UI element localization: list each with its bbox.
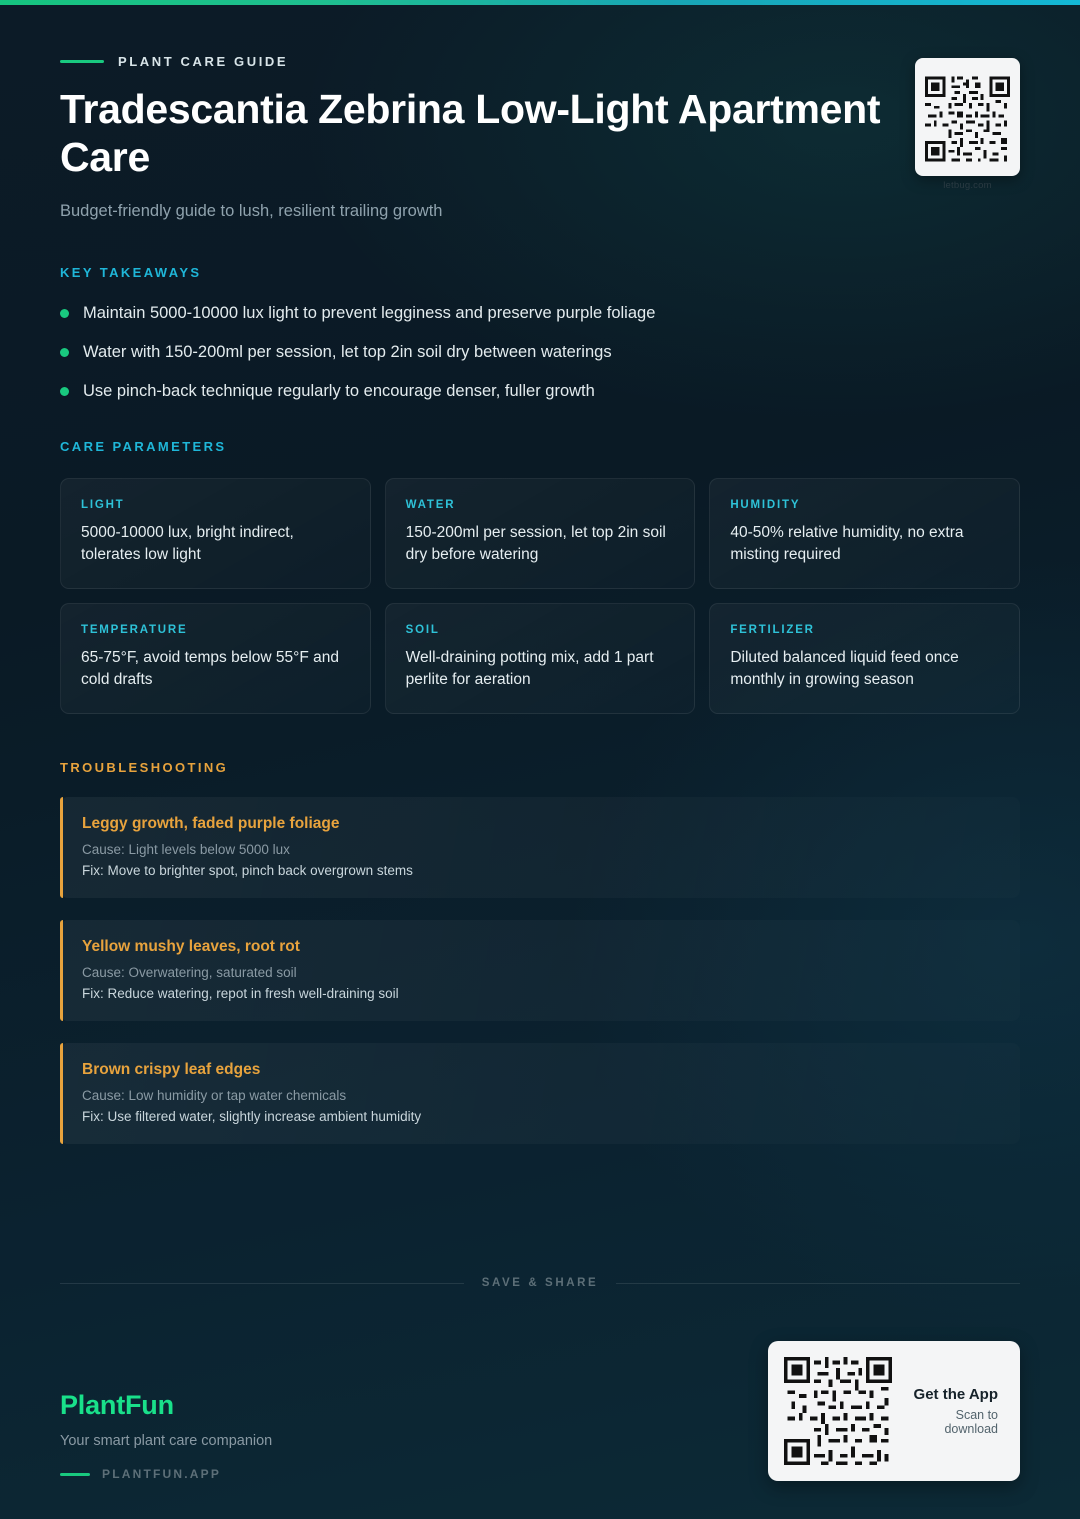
param-label: SOIL <box>405 623 440 636</box>
app-card-subtitle: Scan to download <box>944 1408 998 1436</box>
param-value: Diluted balanced liquid feed once monthly in growing season <box>730 648 959 688</box>
troubleshooting-item <box>60 920 1020 1021</box>
brand-url[interactable]: PLANTFUN.APP <box>102 1467 222 1481</box>
issue-cause: Cause: Light levels below 5000 lux <box>82 841 290 857</box>
troubleshooting-heading: TROUBLESHOOTING <box>60 759 229 775</box>
list-item <box>60 302 1020 324</box>
param-label: HUMIDITY <box>730 498 801 511</box>
issue-title: Leggy growth, faded purple foliage <box>82 814 340 832</box>
header <box>60 54 1020 221</box>
key-takeaways-heading: KEY TAKEAWAYS <box>60 264 202 280</box>
issue-title: Yellow mushy leaves, root rot <box>82 937 300 955</box>
brand-block <box>60 1390 272 1481</box>
list-item <box>60 341 1020 363</box>
issue-cause: Cause: Low humidity or tap water chemicals <box>82 1087 347 1103</box>
care-parameters-section <box>60 439 1020 714</box>
takeaway-text: Water with 150-200ml per session, let top 2in soil dry between waterings <box>83 343 612 362</box>
page-title: Tradescantia Zebrina Low-Light Apartment Care <box>60 86 881 181</box>
param-label: WATER <box>405 498 456 511</box>
footer-main <box>60 1341 1020 1481</box>
issue-fix: Fix: Use filtered water, slightly increase ambient humidity <box>82 1108 422 1124</box>
care-parameters-grid <box>60 478 1020 714</box>
footer <box>60 1277 1020 1481</box>
brand-tagline: Your smart plant care companion <box>60 1433 273 1449</box>
qr-code-icon <box>784 1357 892 1465</box>
param-value: 150-200ml per session, let top 2in soil dry before watering <box>405 523 666 563</box>
key-takeaways-list <box>60 302 1020 403</box>
page-subtitle: Budget-friendly guide to lush, resilient trailing growth <box>60 201 443 220</box>
bullet-dot-icon <box>60 309 69 318</box>
header-qr-card[interactable] <box>915 58 1020 191</box>
list-item <box>60 380 1020 402</box>
brand-url-row <box>60 1467 272 1481</box>
troubleshooting-item <box>60 1043 1020 1144</box>
param-value: 5000-10000 lux, bright indirect, tolerates low light <box>81 523 294 563</box>
param-card-humidity <box>709 478 1020 589</box>
takeaway-text: Use pinch-back technique regularly to encourage denser, fuller growth <box>83 382 595 401</box>
save-share-divider <box>60 1277 1020 1289</box>
troubleshooting-list <box>60 797 1020 1144</box>
app-qr-code[interactable] <box>784 1357 892 1465</box>
app-card-title: Get the App <box>913 1386 998 1403</box>
url-dash-icon <box>60 1473 90 1476</box>
qr-code-icon <box>925 68 1010 170</box>
brand-name: PlantFun <box>60 1390 174 1420</box>
bullet-dot-icon <box>60 387 69 396</box>
divider-line-left <box>60 1283 464 1284</box>
param-value: 40-50% relative humidity, no extra misting required <box>730 523 964 563</box>
divider-line-right <box>616 1283 1020 1284</box>
param-value: 65-75°F, avoid temps below 55°F and cold drafts <box>81 648 339 688</box>
divider-label: SAVE & SHARE <box>481 1277 599 1289</box>
param-card-temperature <box>60 603 371 714</box>
param-label: FERTILIZER <box>730 623 815 636</box>
takeaway-text: Maintain 5000-10000 lux light to prevent legginess and preserve purple foliage <box>83 303 656 322</box>
issue-fix: Fix: Move to brighter spot, pinch back overgrown stems <box>82 862 413 878</box>
param-value: Well-draining potting mix, add 1 part perlite for aeration <box>405 648 654 688</box>
issue-fix: Fix: Reduce watering, repot in fresh well-draining soil <box>82 985 399 1001</box>
app-card-text <box>912 1386 998 1436</box>
issue-cause: Cause: Overwatering, saturated soil <box>82 964 297 980</box>
param-card-light <box>60 478 371 589</box>
param-label: LIGHT <box>81 498 125 511</box>
troubleshooting-item <box>60 797 1020 898</box>
troubleshooting-section <box>60 760 1020 1144</box>
care-parameters-heading: CARE PARAMETERS <box>60 438 227 454</box>
param-card-water <box>385 478 696 589</box>
param-label: TEMPERATURE <box>81 623 188 636</box>
bullet-dot-icon <box>60 348 69 357</box>
eyebrow-label: PLANT CARE GUIDE <box>118 54 289 69</box>
issue-title: Brown crispy leaf edges <box>82 1060 261 1078</box>
get-app-card[interactable] <box>768 1341 1020 1481</box>
eyebrow-dash-icon <box>60 60 104 63</box>
key-takeaways-section <box>60 265 1020 403</box>
param-card-soil <box>385 603 696 714</box>
header-qr-label: letbug.com <box>943 180 992 191</box>
eyebrow-row <box>60 54 1020 69</box>
param-card-fertilizer <box>709 603 1020 714</box>
